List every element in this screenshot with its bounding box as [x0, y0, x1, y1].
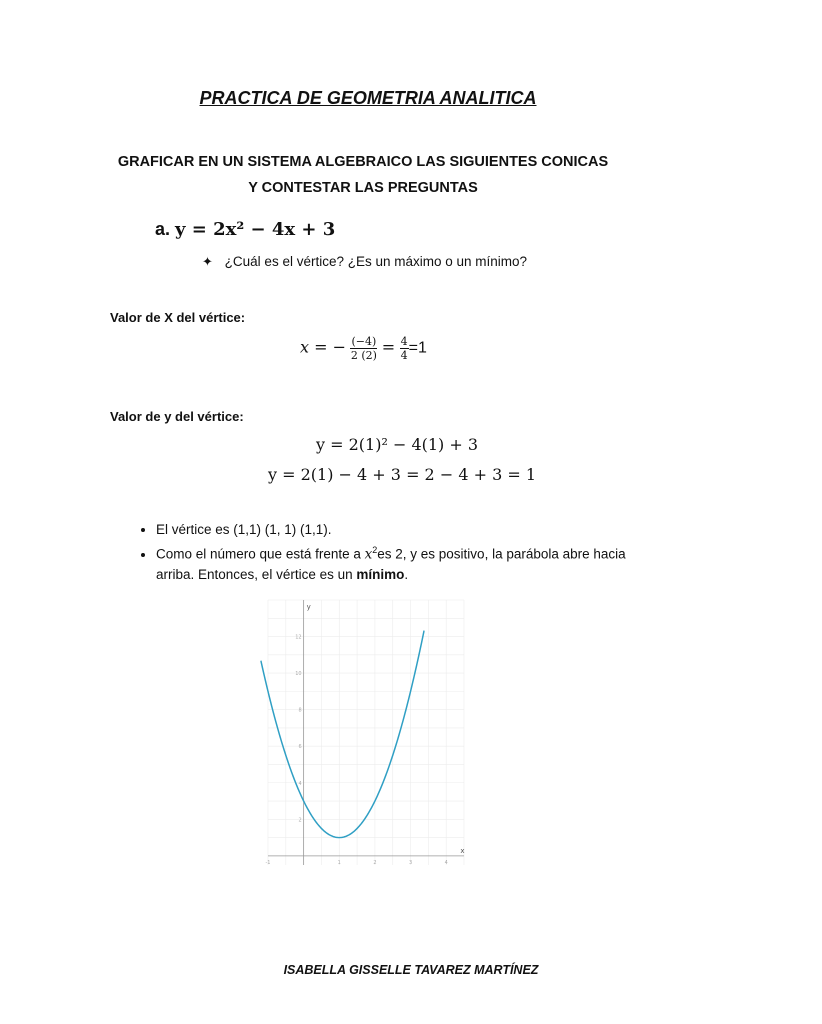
vertex-x-result: =1	[408, 339, 427, 357]
list-item	[156, 520, 656, 540]
x-tick-label: 1	[337, 859, 341, 866]
author-footer: ISABELLA GISSELLE TAVAREZ MARTÍNEZ	[283, 963, 539, 977]
x-tick-label: 3	[408, 859, 413, 866]
y-axis-label: y	[306, 603, 311, 611]
heading-line-1: GRAFICAR EN UN SISTEMA ALGEBRAICO LAS SIGUIENTES CONICAS	[117, 154, 609, 170]
bullet-2-bold: mínimo	[356, 566, 405, 582]
vertex-y-line-1: y = 2(1)² − 4(1) + 3	[316, 435, 479, 454]
vertex-x-equation	[300, 335, 427, 362]
y-tick-label: 2	[298, 817, 302, 824]
vertex-x-fraction-1	[350, 335, 377, 362]
star-bullet-icon: ✦	[202, 254, 213, 269]
heading-line-2: Y CONTESTAR LAS PREGUNTAS	[248, 180, 478, 196]
vertex-y-line-2: y = 2(1) − 4 + 3 = 2 − 4 + 3 = 1	[268, 465, 537, 484]
fraction-2-numerator: 4	[400, 335, 408, 348]
vertex-x-label: Valor de X del vértice:	[110, 310, 246, 325]
bullet-2-end: .	[404, 566, 409, 582]
bullet-1-text: El vértice es (1,1) (1, 1) (1,1).	[156, 522, 332, 537]
exercise-letter: a.	[155, 219, 171, 239]
exercise-a-equation	[155, 219, 335, 240]
page-title: PRACTICA DE GEOMETRIA ANALITICA	[199, 88, 537, 108]
fraction-1-numerator: (−4)	[351, 335, 377, 348]
conclusion-list	[128, 520, 656, 585]
exercise-equation: y = 2x² − 4x + 3	[175, 219, 336, 240]
vertex-x-fraction-2	[400, 335, 409, 362]
y-tick-label: 8	[298, 707, 302, 714]
exercise-question	[202, 254, 527, 270]
parabola-graph	[265, 600, 465, 872]
y-tick-label: 12	[295, 634, 302, 641]
x-tick-label: 2	[373, 859, 377, 866]
bullet-2-text-post: es 2, y es positivo, la parábola abre hacia arriba. Entonces, el vértice es un	[156, 546, 626, 582]
x-tick-label: -1	[265, 859, 271, 866]
bullet-2-variable: x	[364, 546, 373, 563]
vertex-x-lhs: x = −	[300, 337, 347, 357]
list-item	[156, 540, 656, 585]
y-tick-label: 4	[298, 780, 302, 787]
y-tick-label: 6	[298, 744, 302, 751]
fraction-1-denominator: 2 (2)	[350, 349, 377, 362]
x-tick-label: 4	[444, 859, 448, 866]
y-tick-label: 10	[295, 671, 302, 678]
fraction-2-denominator: 4	[400, 349, 408, 362]
question-text: ¿Cuál es el vértice? ¿Es un máximo o un mínimo?	[224, 254, 528, 269]
parabola-curve	[261, 631, 424, 838]
bullet-2-exponent: 2	[372, 545, 378, 555]
graph-tick-labels	[266, 635, 448, 866]
vertex-x-equals: =	[381, 337, 396, 357]
x-axis-label: x	[460, 846, 465, 855]
bullet-2-text-pre: Como el número que está frente a	[156, 546, 365, 562]
vertex-y-label: Valor de y del vértice:	[110, 409, 244, 424]
